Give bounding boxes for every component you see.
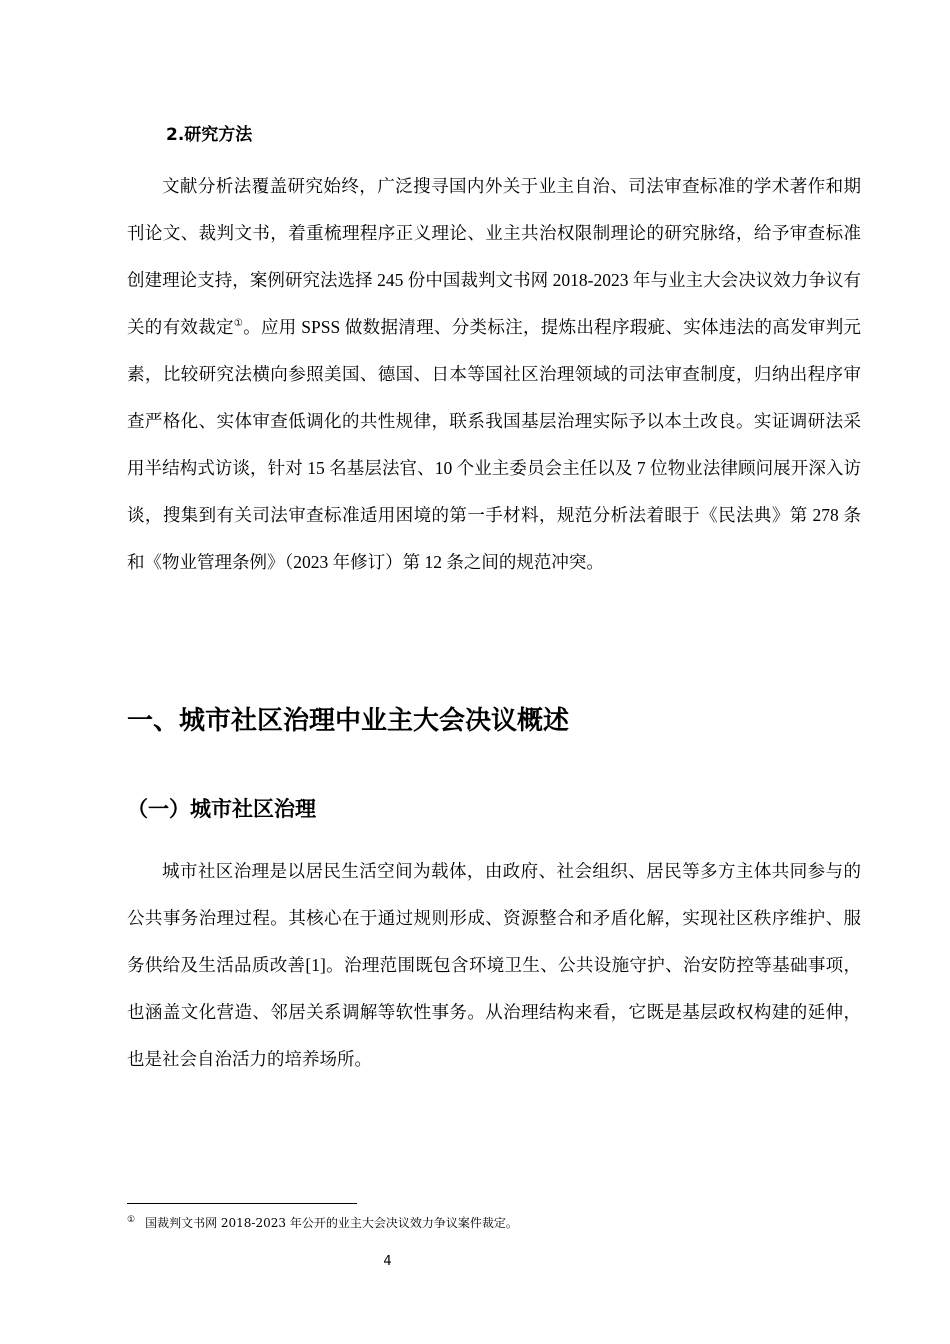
footnote-mark: ① [127,1215,136,1225]
research-method-paragraph [127,163,861,586]
page-number: 4 [383,1254,392,1269]
footnote-text: 国裁判文书网 2018-2023 年公开的业主大会决议效力争议案件裁定。 [145,1216,518,1230]
urban-governance-paragraph: 城市社区治理是以居民生活空间为载体，由政府、社会组织、居民等多方主体共同参与的公共事务治理过程。其核心在于通过规则形成、资源整合和矛盾化解，实现社区秩序维护、服务供给及生活品质改善[1]。治理范围既包含环境卫生、公共设施守护、治安防控等基础事项，也涵盖文化营造、邻居关系调解等软性事务。从治理结构来看，它既是基层政权构建的延伸，也是社会自治活力的培养场所。 [127,861,861,1069]
paragraph-text-before-ref: 文献分析法覆盖研究始终，广泛搜寻国内外关于业主自治、司法审查标准的学术著作和期刊论文、裁判文书，着重梳理程序正义理论、业主共治权限制理论的研究脉络，给予审查标准创建理论支持，案例研究法选择 245 份中国裁判文书网 2018-2023 年与业主大会决议效力争议有关的有效裁定 [127,176,861,337]
chapter-title: 一、城市社区治理中业主大会决议概述 [127,706,570,736]
research-method-subheading: 2.研究方法 [166,125,253,145]
footnote-divider [127,1203,357,1204]
footnote-reference[interactable]: ① [233,318,244,330]
section-heading-urban-governance: （一）城市社区治理 [127,797,316,821]
footnote [127,1214,518,1231]
paragraph-text-after-ref: 。应用 SPSS 做数据清理、分类标注，提炼出程序瑕疵、实体违法的高发审判元素，比较研究法横向参照美国、德国、日本等国社区治理领域的司法审查制度，归纳出程序审查严格化、实体审查低调化的共性规律，联系我国基层治理实际予以本土改良。实证调研法采用半结构式访谈，针对 15 名基层法官、10 个业主委员会主任以及 7 位物业法律顾问展开深入访谈，搜集到有关司法审查标准适用困境的第一手材料，规范分析法着眼于《民法典》第 278 条和《物业管理条例》（2023 年修订）第 12 条之间的规范冲突。 [127,317,862,572]
